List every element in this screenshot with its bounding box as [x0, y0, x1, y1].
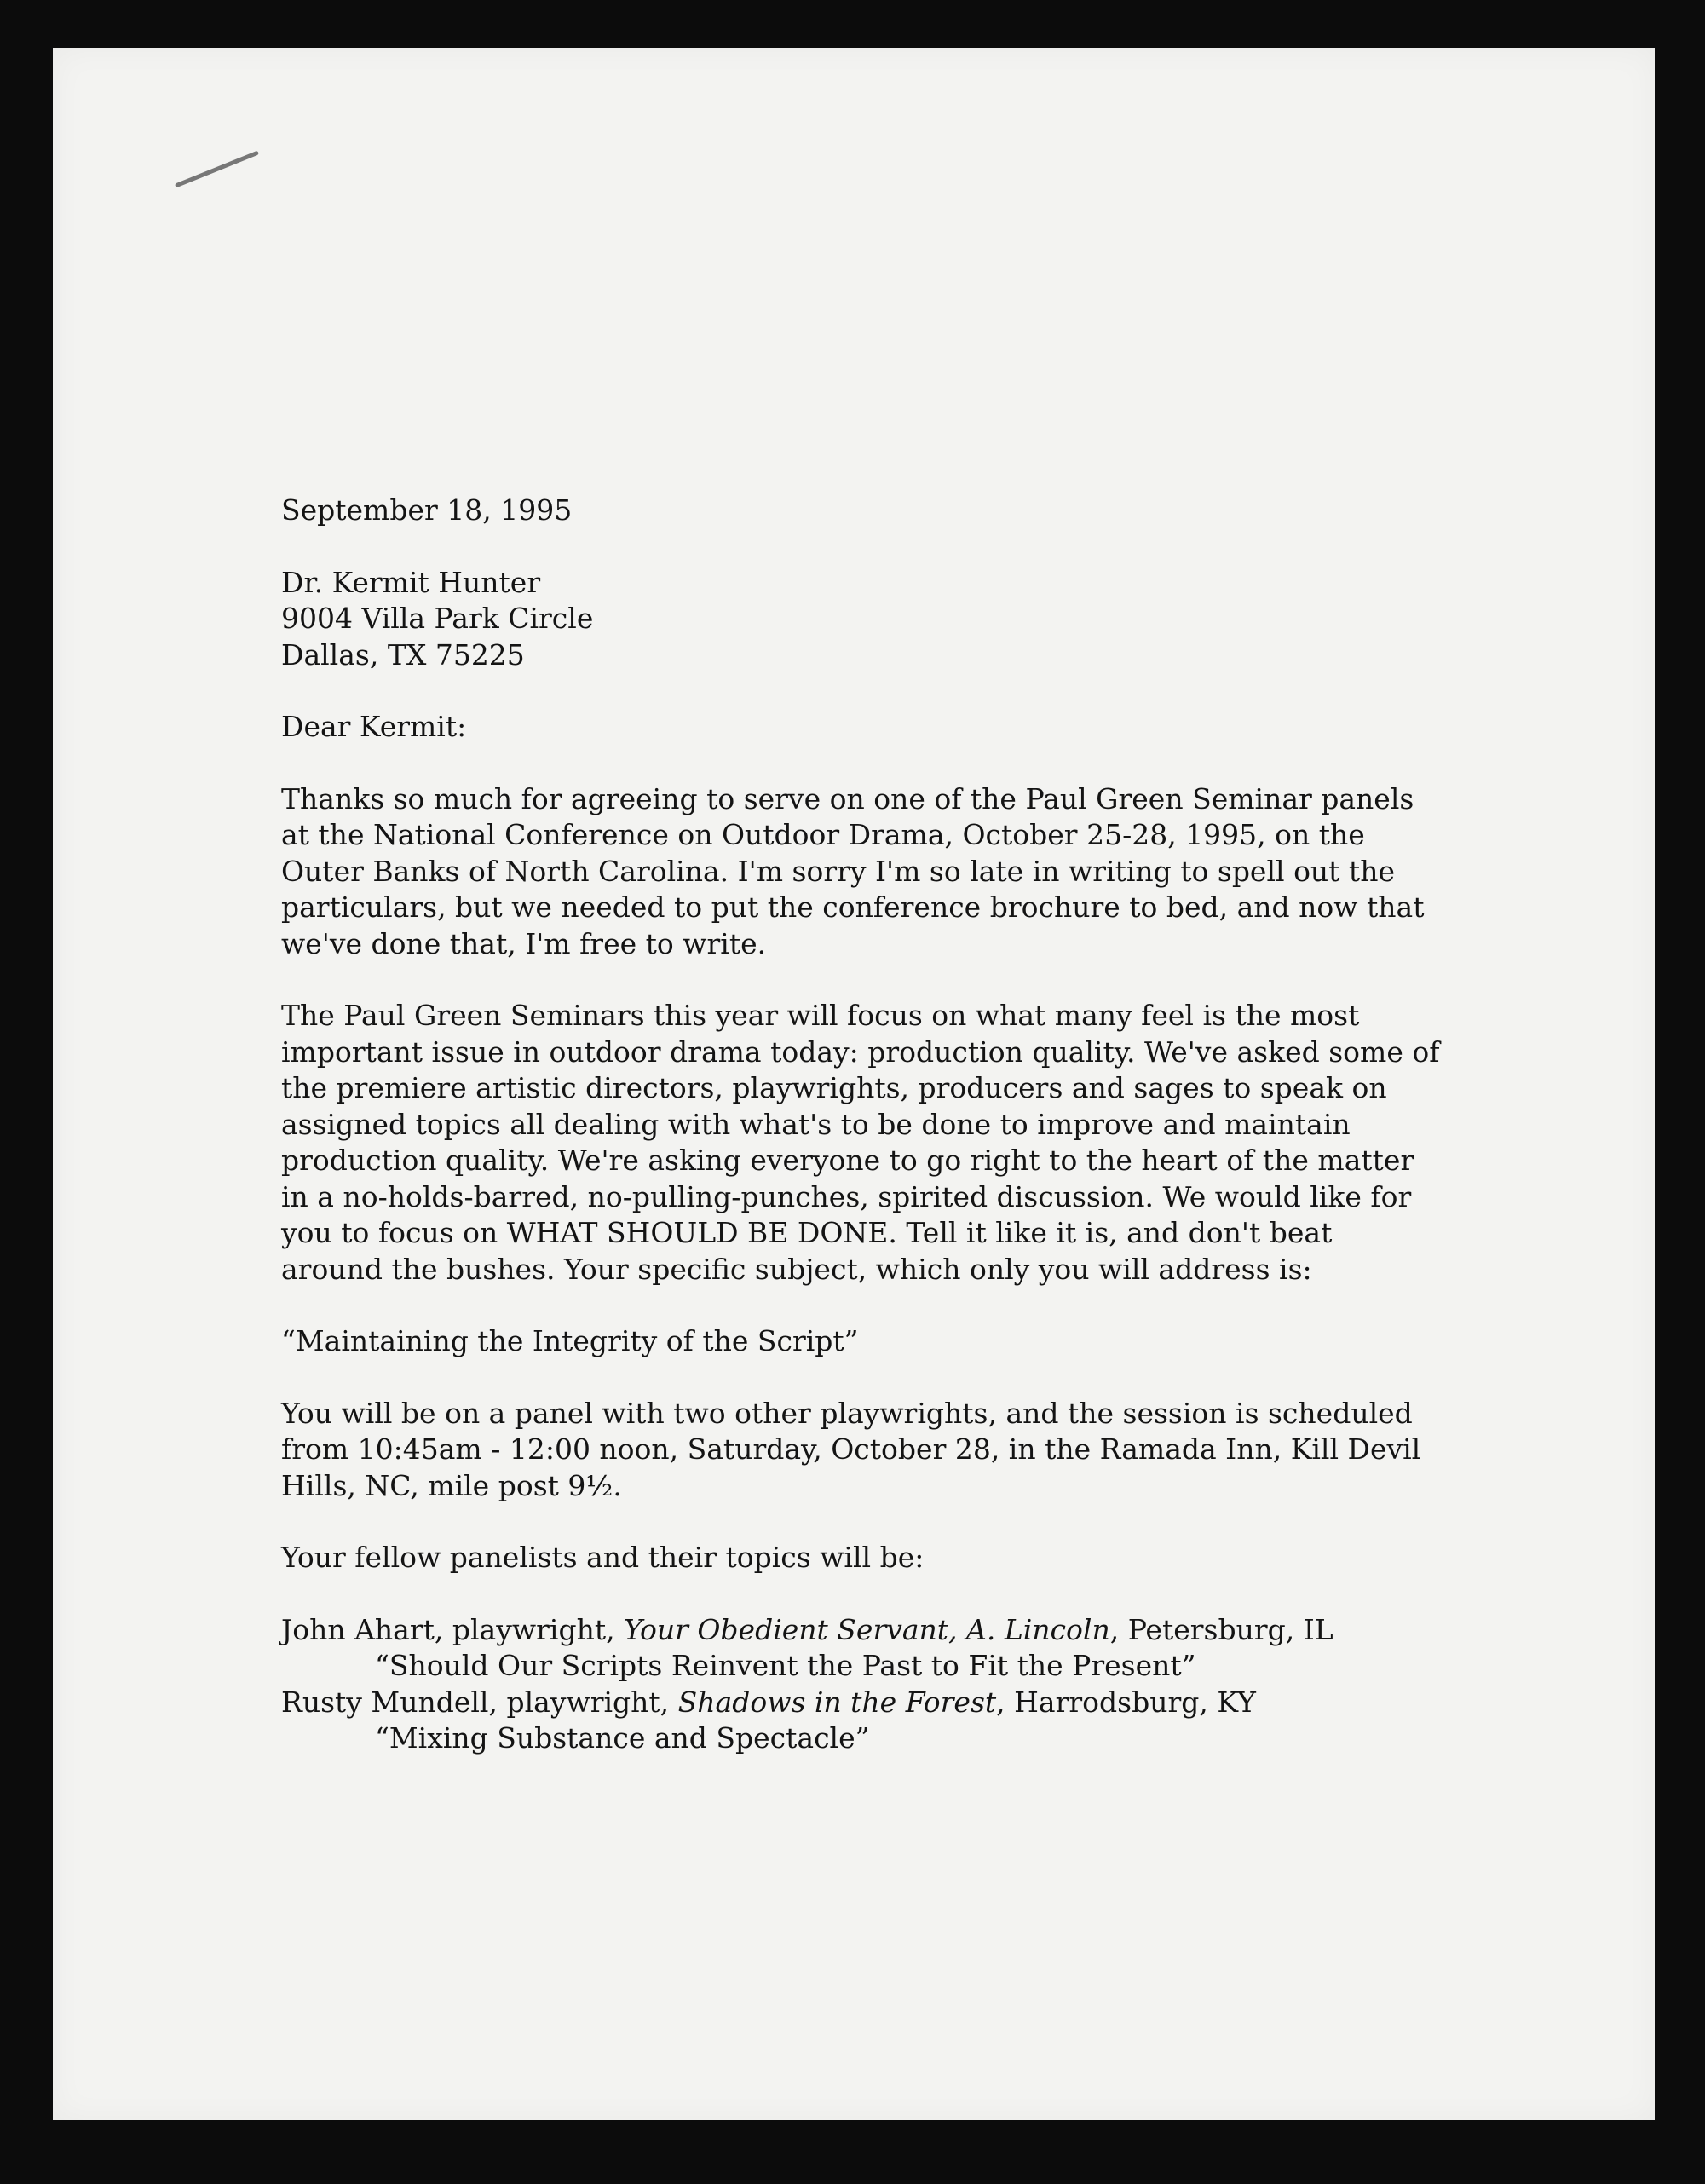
recipient-name: Dr. Kermit Hunter: [281, 565, 541, 599]
panelist-line: [281, 1685, 1440, 1721]
panelists-lead: Your fellow panelists and their topics will be:: [281, 1541, 925, 1574]
panelist-work: Shadows in the Forest: [677, 1685, 997, 1719]
salutation: Dear Kermit:: [281, 710, 467, 743]
panelist-name: Rusty Mundell, playwright,: [281, 1685, 670, 1719]
panelist-list: [281, 1612, 1440, 1757]
panelist-name: John Ahart, playwright,: [281, 1612, 615, 1646]
paragraph-seminar-focus: The Paul Green Seminars this year will focus on what many feel is the most important issue in outdoor drama today: production quality. We've asked some of the premiere artistic directors, playwrights, producers and sages to speak on assigned topics all dealing with what's to be done to improve and maintain production quality. We're asking everyone to go right to the heart of the matter in a no-holds-barred, no-pulling-punches, spirited discussion. We would like for you to focus on WHAT SHOULD BE DONE. Tell it like it is, and don't beat around the bushes. Your specific subject, which only you will address is:: [281, 999, 1440, 1286]
panelist-topic: “Mixing Substance and Spectacle”: [375, 1721, 870, 1755]
recipient-street: 9004 Villa Park Circle: [281, 602, 594, 635]
panelist-topic: “Should Our Scripts Reinvent the Past to Fit the Present”: [375, 1649, 1196, 1682]
recipient-address: [281, 565, 1440, 674]
recipient-city: Dallas, TX 75225: [281, 637, 525, 671]
panelist-line: [281, 1612, 1440, 1649]
panelist-entry: [281, 1612, 1440, 1685]
panelist-location: , Petersburg, IL: [1109, 1612, 1333, 1646]
assigned-topic: “Maintaining the Integrity of the Script”: [281, 1324, 859, 1357]
letter-body: [281, 493, 1440, 1757]
staple-mark: [175, 151, 259, 188]
paragraph-schedule: You will be on a panel with two other playwrights, and the session is scheduled from 10:45am - 12:00 noon, Saturday, October 28, in the Ramada Inn, Kill Devil Hills, NC, mile post 9½.: [281, 1396, 1421, 1502]
paragraph-intro: Thanks so much for agreeing to serve on one of the Paul Green Seminar panels at the National Conference on Outdoor Drama, October 25-28, 1995, on the Outer Banks of North Carolina. I'm sorry I'm so late in writing to spell out the particulars, but we needed to put the conference brochure to bed, and now that we've done that, I'm free to write.: [281, 781, 1425, 960]
panelist-entry: [281, 1685, 1440, 1757]
letter-date: September 18, 1995: [281, 493, 573, 527]
panelist-work: Your Obedient Servant, A. Lincoln: [624, 1612, 1110, 1646]
panelist-location: , Harrodsburg, KY: [996, 1685, 1256, 1719]
